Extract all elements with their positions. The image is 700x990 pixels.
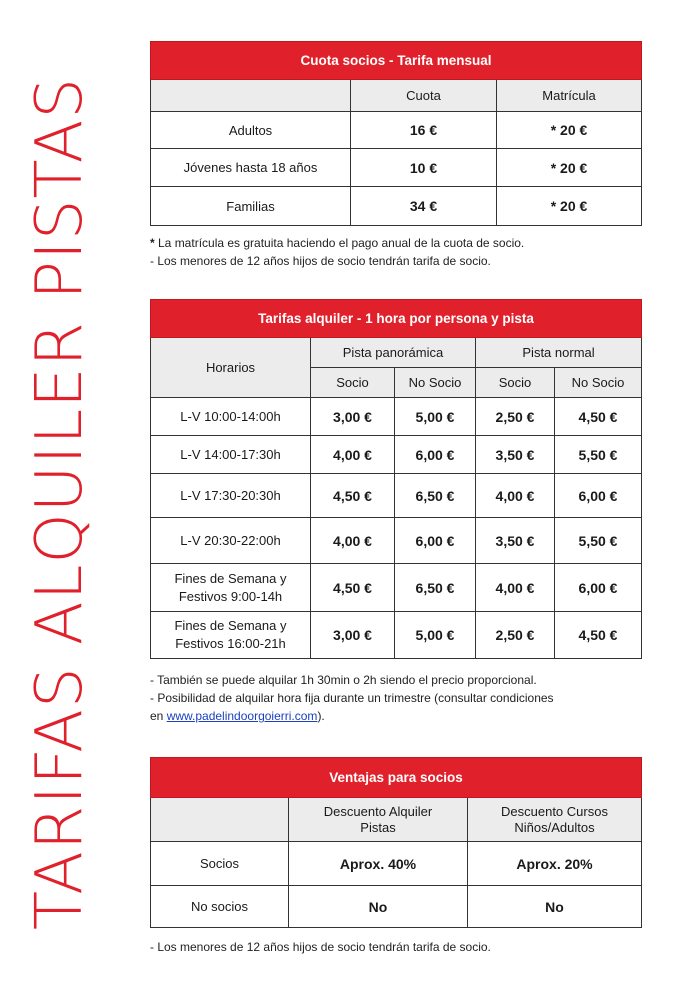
price: 5,00 €	[395, 398, 476, 436]
ventajas-table	[150, 757, 642, 928]
note-proporcional: - También se puede alquilar 1h 30min o 2h siendo el precio proporcional.	[150, 673, 537, 687]
col-socio: Socio	[476, 368, 555, 398]
table-row	[151, 518, 642, 564]
alquiler-notes	[150, 671, 554, 725]
note-menores: - Los menores de 12 años hijos de socio tendrán tarifa de socio.	[150, 940, 491, 954]
note-hora-fija: - Posibilidad de alquilar hora fija durante un trimestre (consultar condiciones	[150, 691, 554, 705]
row-label-line: Festivos 9:00-14h	[178, 588, 283, 604]
row-label: L-V 17:30-20:30h	[151, 474, 311, 518]
matricula-value: * 20 €	[497, 149, 642, 187]
price: 4,50 €	[555, 398, 642, 436]
table-row	[151, 842, 642, 886]
row-label: L-V 10:00-14:00h	[151, 398, 311, 436]
price: 4,00 €	[311, 518, 395, 564]
price: 4,50 €	[311, 474, 395, 518]
cuota-header: Cuota socios - Tarifa mensual	[151, 42, 642, 80]
row-label: Adultos	[151, 112, 351, 149]
price: 4,00 €	[476, 564, 555, 612]
ventajas-notes	[150, 938, 491, 956]
row-label: Socios	[151, 842, 289, 886]
row-label-line: Festivos 16:00-21h	[175, 636, 286, 651]
row-label-line: Fines de Semana y	[174, 618, 287, 633]
col-matricula: Matrícula	[497, 80, 642, 112]
price: 5,00 €	[395, 612, 476, 659]
col-line: Descuento Cursos	[501, 803, 608, 819]
price: 6,00 €	[395, 436, 476, 474]
price: 4,00 €	[476, 474, 555, 518]
table-row	[151, 149, 642, 187]
table-row	[151, 112, 642, 149]
col-descuento-alquiler	[289, 798, 468, 842]
price: 5,50 €	[555, 436, 642, 474]
price: 3,50 €	[476, 518, 555, 564]
cuota-empty-header	[151, 80, 351, 112]
table-row	[151, 564, 642, 612]
row-label: L-V 14:00-17:30h	[151, 436, 311, 474]
col-pista-normal: Pista normal	[476, 338, 642, 368]
price: 6,50 €	[395, 474, 476, 518]
col-descuento-cursos	[468, 798, 642, 842]
cuota-table	[150, 41, 642, 226]
side-title: TARIFAS ALQUILER PISTAS	[23, 77, 97, 930]
price: 4,50 €	[311, 564, 395, 612]
price: 3,00 €	[311, 612, 395, 659]
table-row	[151, 612, 642, 659]
row-label	[151, 564, 311, 612]
price: 5,50 €	[555, 518, 642, 564]
website-link[interactable]: www.padelindoorgoierri.com	[166, 709, 318, 723]
row-label	[151, 612, 311, 659]
col-pista-panoramica: Pista panorámica	[311, 338, 476, 368]
ventajas-header: Ventajas para socios	[151, 758, 642, 798]
descuento-value: Aprox. 20%	[468, 842, 642, 886]
note-web-prefix: en	[150, 709, 167, 723]
price: 4,00 €	[311, 436, 395, 474]
col-no-socio: No Socio	[395, 368, 476, 398]
row-label: L-V 20:30-22:00h	[151, 518, 311, 564]
cuota-notes	[150, 234, 524, 270]
price: 2,50 €	[476, 398, 555, 436]
col-line: Descuento Alquiler	[323, 803, 433, 819]
cuota-value: 16 €	[351, 112, 497, 149]
table-row	[151, 474, 642, 518]
note-menores: - Los menores de 12 años hijos de socio tendrán tarifa de socio.	[150, 254, 491, 268]
col-line: Niños/Adultos	[514, 819, 595, 835]
price: 2,50 €	[476, 612, 555, 659]
alquiler-table	[150, 299, 642, 659]
note-web-suffix: ).	[317, 709, 325, 723]
cuota-value: 10 €	[351, 149, 497, 187]
table-row	[151, 398, 642, 436]
col-cuota: Cuota	[351, 80, 497, 112]
table-row	[151, 886, 642, 928]
price: 3,00 €	[311, 398, 395, 436]
descuento-value: Aprox. 40%	[289, 842, 468, 886]
price: 6,00 €	[555, 474, 642, 518]
descuento-value: No	[468, 886, 642, 928]
alquiler-header: Tarifas alquiler - 1 hora por persona y pista	[151, 300, 642, 338]
table-row	[151, 436, 642, 474]
matricula-value: * 20 €	[497, 112, 642, 149]
price: 4,50 €	[555, 612, 642, 659]
table-row	[151, 187, 642, 226]
row-label: Familias	[151, 187, 351, 226]
row-label: No socios	[151, 886, 289, 928]
col-horarios: Horarios	[151, 338, 311, 398]
col-line: Pistas	[360, 819, 396, 835]
price: 6,00 €	[555, 564, 642, 612]
price: 6,50 €	[395, 564, 476, 612]
note-matricula: La matrícula es gratuita haciendo el pago anual de la cuota de socio.	[154, 236, 525, 250]
row-label: Jóvenes hasta 18 años	[151, 149, 351, 187]
cuota-value: 34 €	[351, 187, 497, 226]
note-web	[150, 707, 554, 725]
ventajas-empty-header	[151, 798, 289, 842]
matricula-value: * 20 €	[497, 187, 642, 226]
price: 6,00 €	[395, 518, 476, 564]
note-asterisk: *	[150, 236, 155, 250]
col-socio: Socio	[311, 368, 395, 398]
col-no-socio: No Socio	[555, 368, 642, 398]
price: 3,50 €	[476, 436, 555, 474]
descuento-value: No	[289, 886, 468, 928]
row-label-line: Fines de Semana y	[174, 570, 287, 586]
